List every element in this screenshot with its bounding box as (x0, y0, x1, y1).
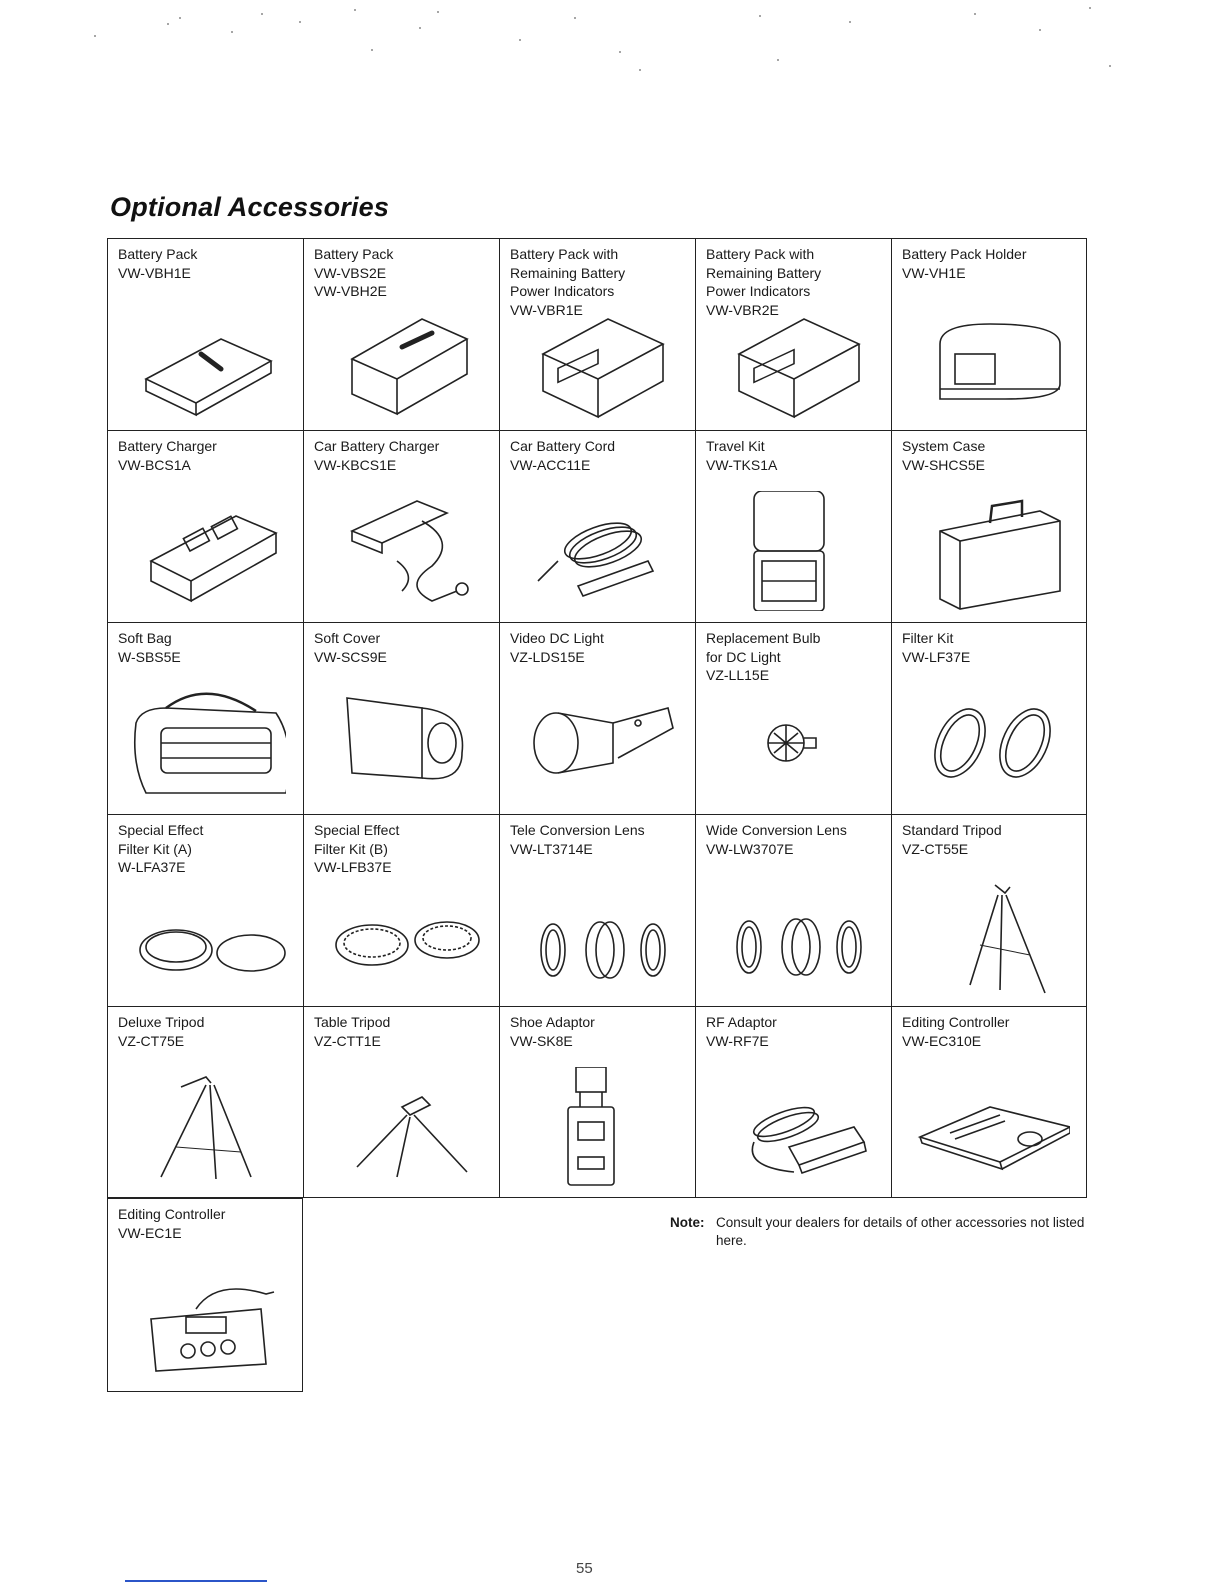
accessory-cell (303, 814, 499, 1006)
accessory-label: Shoe Adaptor VW-SK8E (510, 1014, 595, 1049)
accessory-label: Battery Pack with Remaining Battery Power Indicators VW-VBR2E (706, 246, 822, 318)
accessory-cell (695, 622, 891, 814)
conversion-lens-icon (518, 875, 678, 995)
accessory-label: Special Effect Filter Kit (A) W-LFA37E (118, 822, 204, 875)
accessory-cell (303, 1006, 499, 1198)
accessory-label: RF Adaptor VW-RF7E (706, 1014, 777, 1049)
accessory-label: System Case VW-SHCS5E (902, 438, 986, 473)
accessory-cell (499, 430, 695, 622)
accessory-label: Video DC Light VZ-LDS15E (510, 630, 604, 665)
accessory-label: Special Effect Filter Kit (B) VW-LFB37E (314, 822, 400, 875)
accessory-cell (303, 238, 499, 430)
accessory-cell (695, 814, 891, 1006)
note-text: Consult your dealers for details of other accessories not listed here. (716, 1215, 1085, 1248)
battery-pack-icon (322, 299, 482, 419)
car-charger-icon (322, 491, 482, 611)
table-tripod-icon (322, 1067, 482, 1187)
accessory-cell (107, 238, 303, 430)
accessory-cell (107, 430, 303, 622)
editing-controller-icon (910, 1067, 1070, 1187)
accessory-label: Battery Pack Holder VW-VH1E (902, 246, 1027, 281)
accessory-label: Travel Kit VW-TKS1A (706, 438, 778, 473)
accessory-cell (695, 238, 891, 430)
accessory-label: Battery Pack with Remaining Battery Power Indicators VW-VBR1E (510, 246, 626, 318)
tripod-icon (126, 1067, 286, 1187)
page-number: 55 (576, 1560, 593, 1577)
accessory-label: Standard Tripod VZ-CT55E (902, 822, 1002, 857)
accessory-cell (499, 238, 695, 430)
accessory-cell (499, 814, 695, 1006)
accessory-label: Car Battery Charger VW-KBCS1E (314, 438, 440, 473)
grid-row (107, 814, 1087, 1006)
tripod-icon (910, 875, 1070, 995)
accessory-cell (891, 1006, 1087, 1198)
soft-cover-icon (322, 683, 482, 803)
travel-kit-icon (714, 491, 874, 611)
accessory-cell (891, 622, 1087, 814)
footer-line (125, 1580, 267, 1582)
accessory-label: Table Tripod VZ-CTT1E (314, 1014, 391, 1049)
grid-row (107, 430, 1087, 622)
accessory-label: Wide Conversion Lens VW-LW3707E (706, 822, 847, 857)
accessory-cell (499, 622, 695, 814)
battery-holder-icon (910, 299, 1070, 419)
accessory-label: Editing Controller VW-EC1E (118, 1206, 226, 1241)
note-label: Note: (670, 1215, 705, 1230)
effect-filter-icon (322, 875, 482, 995)
accessory-label: Car Battery Cord VW-ACC11E (510, 438, 616, 473)
conversion-lens-icon (714, 875, 874, 995)
battery-indicator-icon (518, 299, 678, 419)
car-cord-icon (518, 491, 678, 611)
bulb-icon (714, 683, 874, 803)
accessory-label: Soft Cover VW-SCS9E (314, 630, 387, 665)
grid-row (107, 1006, 1087, 1198)
page-title: Optional Accessories (110, 192, 390, 222)
accessory-cell (107, 1006, 303, 1198)
accessory-label: Battery Pack VW-VBS2E VW-VBH2E (314, 246, 394, 299)
accessory-cell (107, 1198, 303, 1392)
effect-filter-icon (126, 875, 286, 995)
accessory-cell (891, 814, 1087, 1006)
accessory-label: Soft Bag W-SBS5E (118, 630, 181, 665)
accessory-cell (891, 238, 1087, 430)
battery-indicator-icon (714, 299, 874, 419)
accessory-cell (891, 430, 1087, 622)
dc-light-icon (518, 683, 678, 803)
accessory-cell (303, 622, 499, 814)
accessory-label: Battery Pack VW-VBH1E (118, 246, 198, 281)
accessory-label: Filter Kit VW-LF37E (902, 630, 971, 665)
accessory-cell (303, 430, 499, 622)
accessory-cell (499, 1006, 695, 1198)
accessory-label: Replacement Bulb for DC Light VZ-LL15E (706, 630, 821, 683)
accessory-cell (107, 622, 303, 814)
accessory-cell (695, 1006, 891, 1198)
system-case-icon (910, 491, 1070, 611)
filter-rings-icon (910, 683, 1070, 803)
grid-row (107, 622, 1087, 814)
accessory-cell (695, 430, 891, 622)
shoe-adaptor-icon (518, 1067, 678, 1187)
battery-charger-icon (126, 491, 286, 611)
accessory-label: Tele Conversion Lens VW-LT3714E (510, 822, 645, 857)
accessory-cell (107, 814, 303, 1006)
scan-noise (0, 0, 1224, 100)
battery-pack-icon (126, 299, 286, 419)
accessory-label: Deluxe Tripod VZ-CT75E (118, 1014, 205, 1049)
accessory-label: Battery Charger VW-BCS1A (118, 438, 217, 473)
editing-remote-icon (126, 1259, 286, 1379)
rf-adaptor-icon (714, 1067, 874, 1187)
accessory-label: Editing Controller VW-EC310E (902, 1014, 1010, 1049)
soft-bag-icon (126, 683, 286, 803)
grid-row (107, 238, 1087, 430)
